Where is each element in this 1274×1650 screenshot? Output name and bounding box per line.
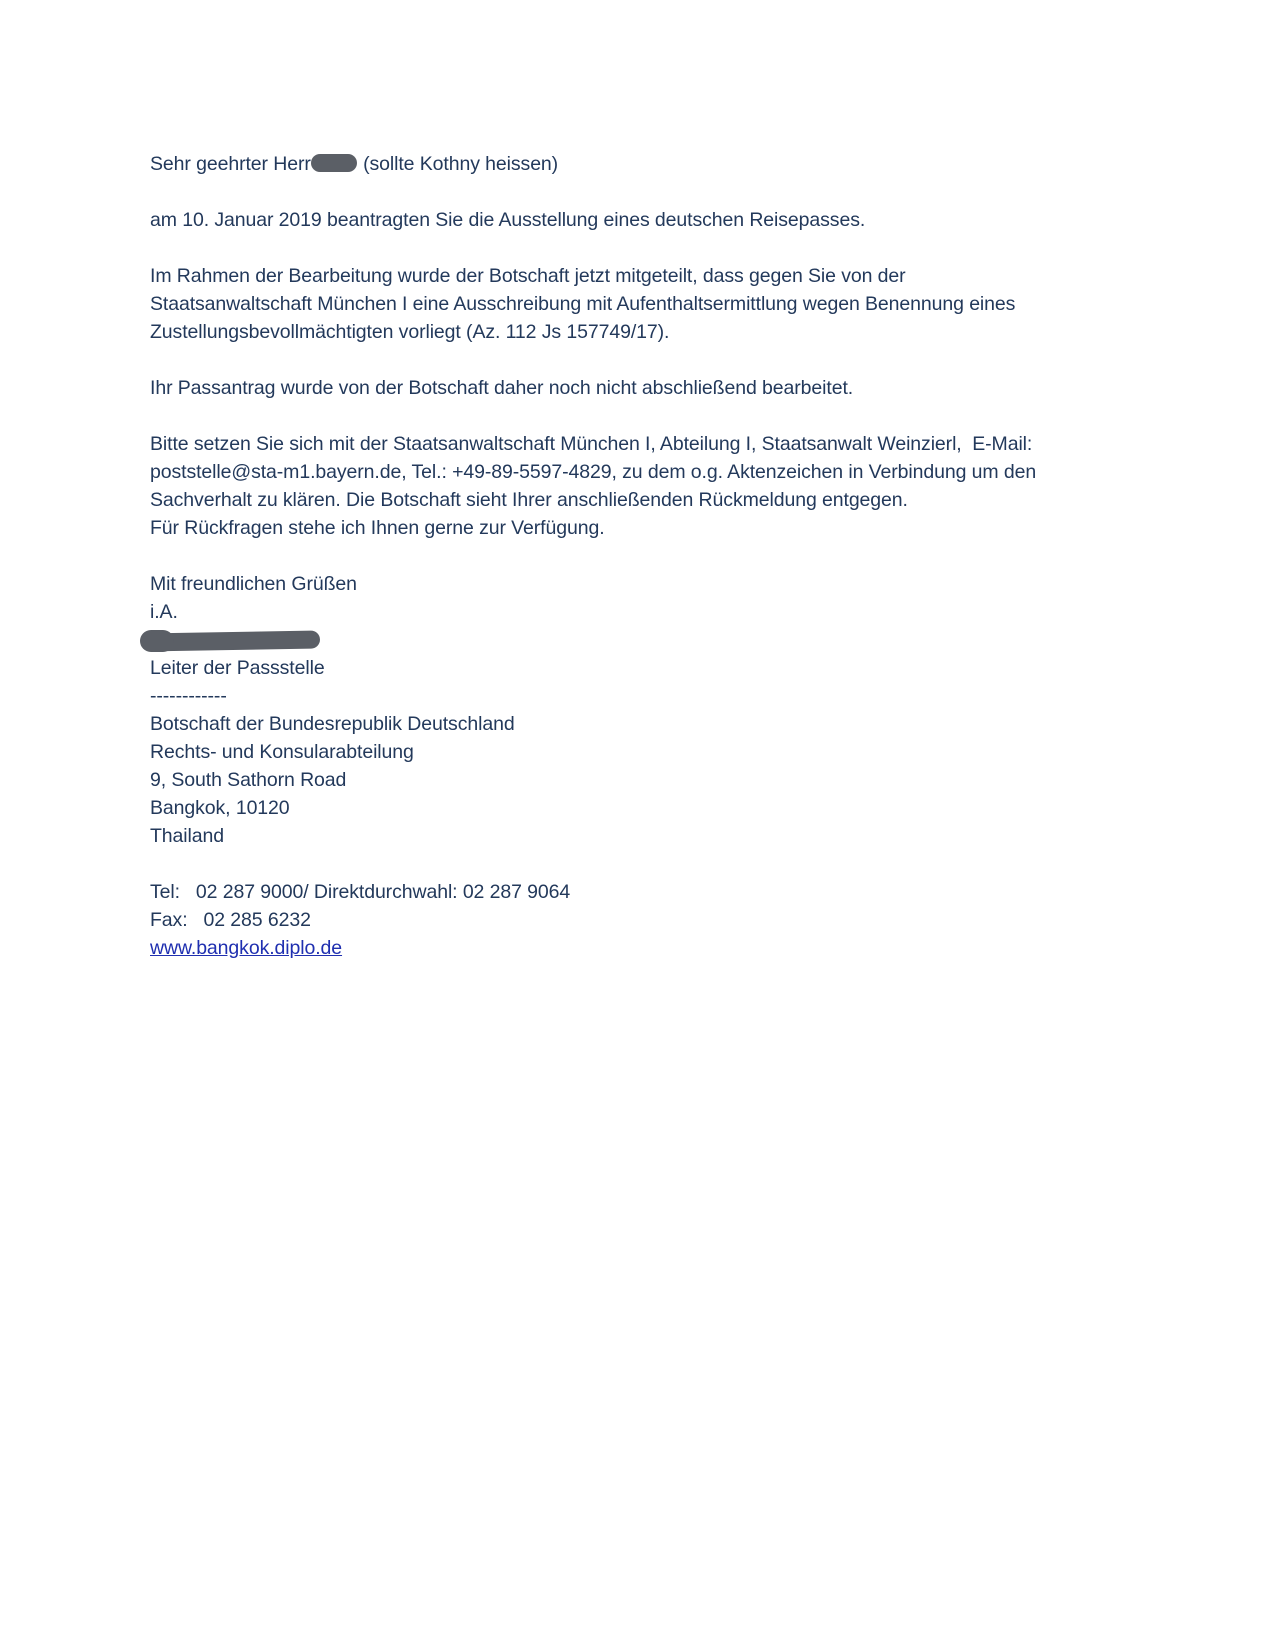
address-line: Bangkok, 10120 xyxy=(150,797,290,819)
salutation-note: (sollte Kothny heissen) xyxy=(363,153,559,175)
blank-line xyxy=(150,178,1150,206)
fax-line: Fax: 02 285 6232 xyxy=(150,909,311,931)
address-line: 9, South Sathorn Road xyxy=(150,769,347,791)
paragraph-notice-line: Zustellungsbevollmächtigten vorliegt (Az. 112 Js 157749/17). xyxy=(150,321,670,343)
address-line: Thailand xyxy=(150,825,225,847)
paragraph-status: Ihr Passantrag wurde von der Botschaft daher noch nicht abschließend bearbeitet. xyxy=(150,377,854,399)
website-line xyxy=(150,934,1150,962)
paragraph-contact-line: poststelle@sta-m1.bayern.de, Tel.: +49-89-5597-4829, zu dem o.g. Aktenzeichen in Verbindung um den xyxy=(150,461,1037,483)
paragraph-notice-line: Staatsanwaltschaft München I eine Ausschreibung mit Aufenthaltsermittlung wegen Benennung eines xyxy=(150,293,1016,315)
blank-line xyxy=(150,234,1150,262)
paragraph-contact-line: Bitte setzen Sie sich mit der Staatsanwaltschaft München I, Abteilung I, Staatsanwalt Weinzierl, E-Mail: xyxy=(150,433,1033,455)
paragraph-contact-line: Für Rückfragen stehe ich Ihnen gerne zur Verfügung. xyxy=(150,517,605,539)
blank-line xyxy=(150,850,1150,878)
paragraph-application: am 10. Januar 2019 beantragten Sie die Ausstellung eines deutschen Reisepasses. xyxy=(150,209,866,231)
signature-ia: i.A. xyxy=(150,601,178,623)
website-link[interactable]: www.bangkok.diplo.de xyxy=(150,937,343,959)
blank-line xyxy=(150,402,1150,430)
paragraph-contact-line: Sachverhalt zu klären. Die Botschaft sieht Ihrer anschließenden Rückmeldung entgegen. xyxy=(150,489,908,511)
salutation-text: Sehr geehrter Herr xyxy=(150,153,311,175)
salutation-line xyxy=(150,150,1150,178)
redaction-mark xyxy=(311,154,357,172)
signer-position: Leiter der Passstelle xyxy=(150,657,325,679)
address-line: Rechts- und Konsularabteilung xyxy=(150,741,414,763)
separator-line: ------------ xyxy=(150,685,227,707)
blank-line xyxy=(150,346,1150,374)
letter-body xyxy=(150,150,1150,962)
paragraph-notice-line: Im Rahmen der Bearbeitung wurde der Botschaft jetzt mitgeteilt, dass gegen Sie von der xyxy=(150,265,906,287)
closing-greeting: Mit freundlichen Grüßen xyxy=(150,573,357,595)
telephone-line: Tel: 02 287 9000/ Direktdurchwahl: 02 287 9064 xyxy=(150,881,571,903)
signature-redaction xyxy=(150,626,1150,654)
blank-line xyxy=(150,542,1150,570)
redaction-mark xyxy=(140,630,174,652)
address-line: Botschaft der Bundesrepublik Deutschland xyxy=(150,713,515,735)
